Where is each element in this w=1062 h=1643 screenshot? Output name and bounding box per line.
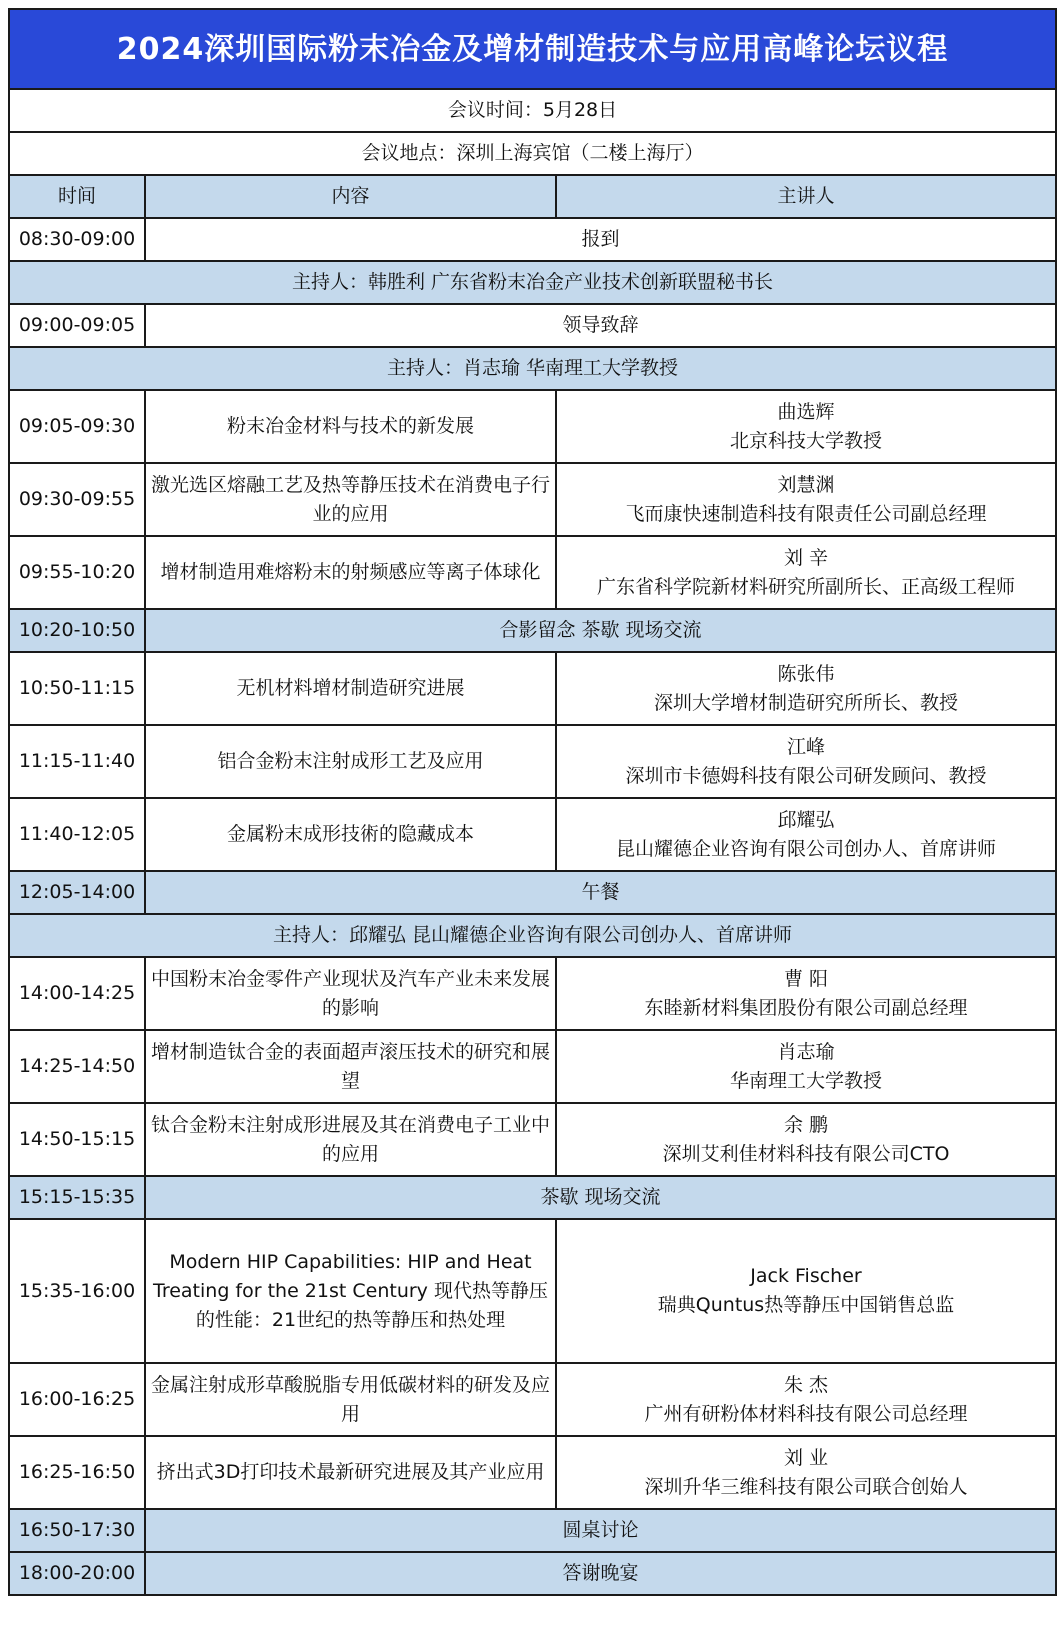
speaker-cell	[556, 652, 1056, 725]
speaker-cell	[556, 463, 1056, 536]
agenda-row	[9, 1552, 1056, 1595]
speaker-cell	[556, 725, 1056, 798]
speaker-name: 刘 业	[783, 1446, 829, 1469]
speaker-org: 东睦新材料集团股份有限公司副总经理	[644, 996, 968, 1019]
speaker-cell	[556, 957, 1056, 1030]
agenda-row	[9, 1030, 1056, 1103]
speaker-org: 瑞典Quntus热等静压中国销售总监	[657, 1294, 955, 1316]
header-time: 时间	[9, 175, 145, 218]
speaker-name: 江峰	[786, 735, 825, 758]
speaker-name: 邱耀弘	[777, 808, 835, 831]
speaker-name: 朱 杰	[783, 1373, 829, 1396]
agenda-row	[9, 957, 1056, 1030]
time-cell: 12:05-14:00	[9, 871, 145, 914]
session-cell: 领导致辞	[145, 304, 1056, 347]
agenda-row	[9, 218, 1056, 261]
topic-cell: 激光选区熔融工艺及热等静压技术在消费电子行业的应用	[145, 463, 556, 536]
agenda-row	[9, 1509, 1056, 1552]
time-cell: 09:55-10:20	[9, 536, 145, 609]
speaker-org: 华南理工大学教授	[729, 1069, 882, 1092]
time-cell: 09:00-09:05	[9, 304, 145, 347]
speaker-org: 飞而康快速制造科技有限责任公司副总经理	[625, 502, 987, 525]
speaker-name: 刘慧渊	[777, 473, 835, 496]
speaker-org: 深圳升华三维科技有限公司联合创始人	[644, 1475, 968, 1498]
agenda-table	[8, 8, 1057, 1596]
speaker-org: 昆山耀德企业咨询有限公司创办人、首席讲师	[615, 837, 996, 860]
topic-cell: 金属注射成形草酸脱脂专用低碳材料的研发及应用	[145, 1363, 556, 1436]
agenda-row	[9, 914, 1056, 957]
header-content: 内容	[145, 175, 556, 218]
speaker-name: 肖志瑜	[777, 1040, 835, 1063]
host-row: 主持人：邱耀弘 昆山耀德企业咨询有限公司创办人、首席讲师	[9, 914, 1056, 957]
host-row: 主持人：韩胜利 广东省粉末冶金产业技术创新联盟秘书长	[9, 261, 1056, 304]
topic-cell: 增材制造用难熔粉末的射频感应等离子体球化	[145, 536, 556, 609]
agenda-row	[9, 536, 1056, 609]
time-cell: 18:00-20:00	[9, 1552, 145, 1595]
page-title: 2024深圳国际粉末冶金及增材制造技术与应用高峰论坛议程	[9, 9, 1056, 89]
speaker-org: 深圳艾利佳材料科技有限公司CTO	[662, 1142, 950, 1165]
topic-cell: 挤出式3D打印技术最新研究进展及其产业应用	[145, 1436, 556, 1509]
break-cell: 圆桌讨论	[145, 1509, 1056, 1552]
agenda-row	[9, 798, 1056, 871]
speaker-org: 深圳市卡德姆科技有限公司研发顾问、教授	[625, 764, 987, 787]
agenda-row	[9, 725, 1056, 798]
speaker-name: 陈张伟	[777, 662, 835, 685]
time-cell: 14:50-15:15	[9, 1103, 145, 1176]
time-cell: 16:00-16:25	[9, 1363, 145, 1436]
time-cell: 16:25-16:50	[9, 1436, 145, 1509]
topic-cell: 铝合金粉末注射成形工艺及应用	[145, 725, 556, 798]
agenda-row	[9, 609, 1056, 652]
break-cell: 茶歇 现场交流	[145, 1176, 1056, 1219]
topic-cell: 粉末冶金材料与技术的新发展	[145, 390, 556, 463]
time-cell: 15:15-15:35	[9, 1176, 145, 1219]
time-cell: 10:20-10:50	[9, 609, 145, 652]
topic-cell: 增材制造钛合金的表面超声滚压技术的研究和展望	[145, 1030, 556, 1103]
time-cell: 11:15-11:40	[9, 725, 145, 798]
topic-cell: Modern HIP Capabilities: HIP and Heat Treating for the 21st Century 现代热等静压的性能：21世纪的热等静压和热处理	[145, 1219, 556, 1363]
speaker-org: 北京科技大学教授	[729, 429, 882, 452]
meeting-place: 会议地点：深圳上海宾馆（二楼上海厅）	[9, 132, 1056, 175]
topic-cell: 金属粉末成形技術的隐藏成本	[145, 798, 556, 871]
time-cell: 16:50-17:30	[9, 1509, 145, 1552]
speaker-name: 余 鹏	[783, 1113, 829, 1136]
speaker-cell	[556, 536, 1056, 609]
topic-cell: 无机材料增材制造研究进展	[145, 652, 556, 725]
speaker-cell	[556, 1103, 1056, 1176]
time-cell: 14:25-14:50	[9, 1030, 145, 1103]
agenda-row	[9, 1103, 1056, 1176]
speaker-cell	[556, 798, 1056, 871]
agenda-row	[9, 871, 1056, 914]
time-cell: 08:30-09:00	[9, 218, 145, 261]
agenda-row	[9, 1436, 1056, 1509]
speaker-cell	[556, 1030, 1056, 1103]
host-row: 主持人：肖志瑜 华南理工大学教授	[9, 347, 1056, 390]
break-cell: 合影留念 茶歇 现场交流	[145, 609, 1056, 652]
agenda-row	[9, 347, 1056, 390]
speaker-name: 刘 辛	[783, 546, 829, 569]
agenda-row	[9, 390, 1056, 463]
speaker-cell	[556, 390, 1056, 463]
speaker-cell	[556, 1436, 1056, 1509]
break-cell: 午餐	[145, 871, 1056, 914]
speaker-cell	[556, 1363, 1056, 1436]
time-cell: 09:05-09:30	[9, 390, 145, 463]
agenda-row	[9, 304, 1056, 347]
agenda-row	[9, 1219, 1056, 1363]
speaker-name: Jack Fischer	[750, 1265, 862, 1287]
break-cell: 答谢晚宴	[145, 1552, 1056, 1595]
topic-cell: 钛合金粉末注射成形进展及其在消费电子工业中的应用	[145, 1103, 556, 1176]
topic-cell: 中国粉末冶金零件产业现状及汽车产业未来发展的影响	[145, 957, 556, 1030]
header-speaker: 主讲人	[556, 175, 1056, 218]
speaker-name: 曲选辉	[777, 400, 835, 423]
speaker-org: 广州有研粉体材料科技有限公司总经理	[644, 1402, 968, 1425]
speaker-org: 广东省科学院新材料研究所副所长、正高级工程师	[596, 575, 1015, 598]
speaker-name: 曹 阳	[783, 967, 829, 990]
agenda-row	[9, 1363, 1056, 1436]
session-cell: 报到	[145, 218, 1056, 261]
speaker-cell	[556, 1219, 1056, 1363]
agenda-row	[9, 1176, 1056, 1219]
speaker-org: 深圳大学增材制造研究所所长、教授	[653, 691, 958, 714]
agenda-row	[9, 261, 1056, 304]
time-cell: 09:30-09:55	[9, 463, 145, 536]
time-cell: 11:40-12:05	[9, 798, 145, 871]
time-cell: 14:00-14:25	[9, 957, 145, 1030]
agenda-row	[9, 652, 1056, 725]
time-cell: 15:35-16:00	[9, 1219, 145, 1363]
time-cell: 10:50-11:15	[9, 652, 145, 725]
meeting-time: 会议时间：5月28日	[9, 89, 1056, 132]
agenda-row	[9, 463, 1056, 536]
